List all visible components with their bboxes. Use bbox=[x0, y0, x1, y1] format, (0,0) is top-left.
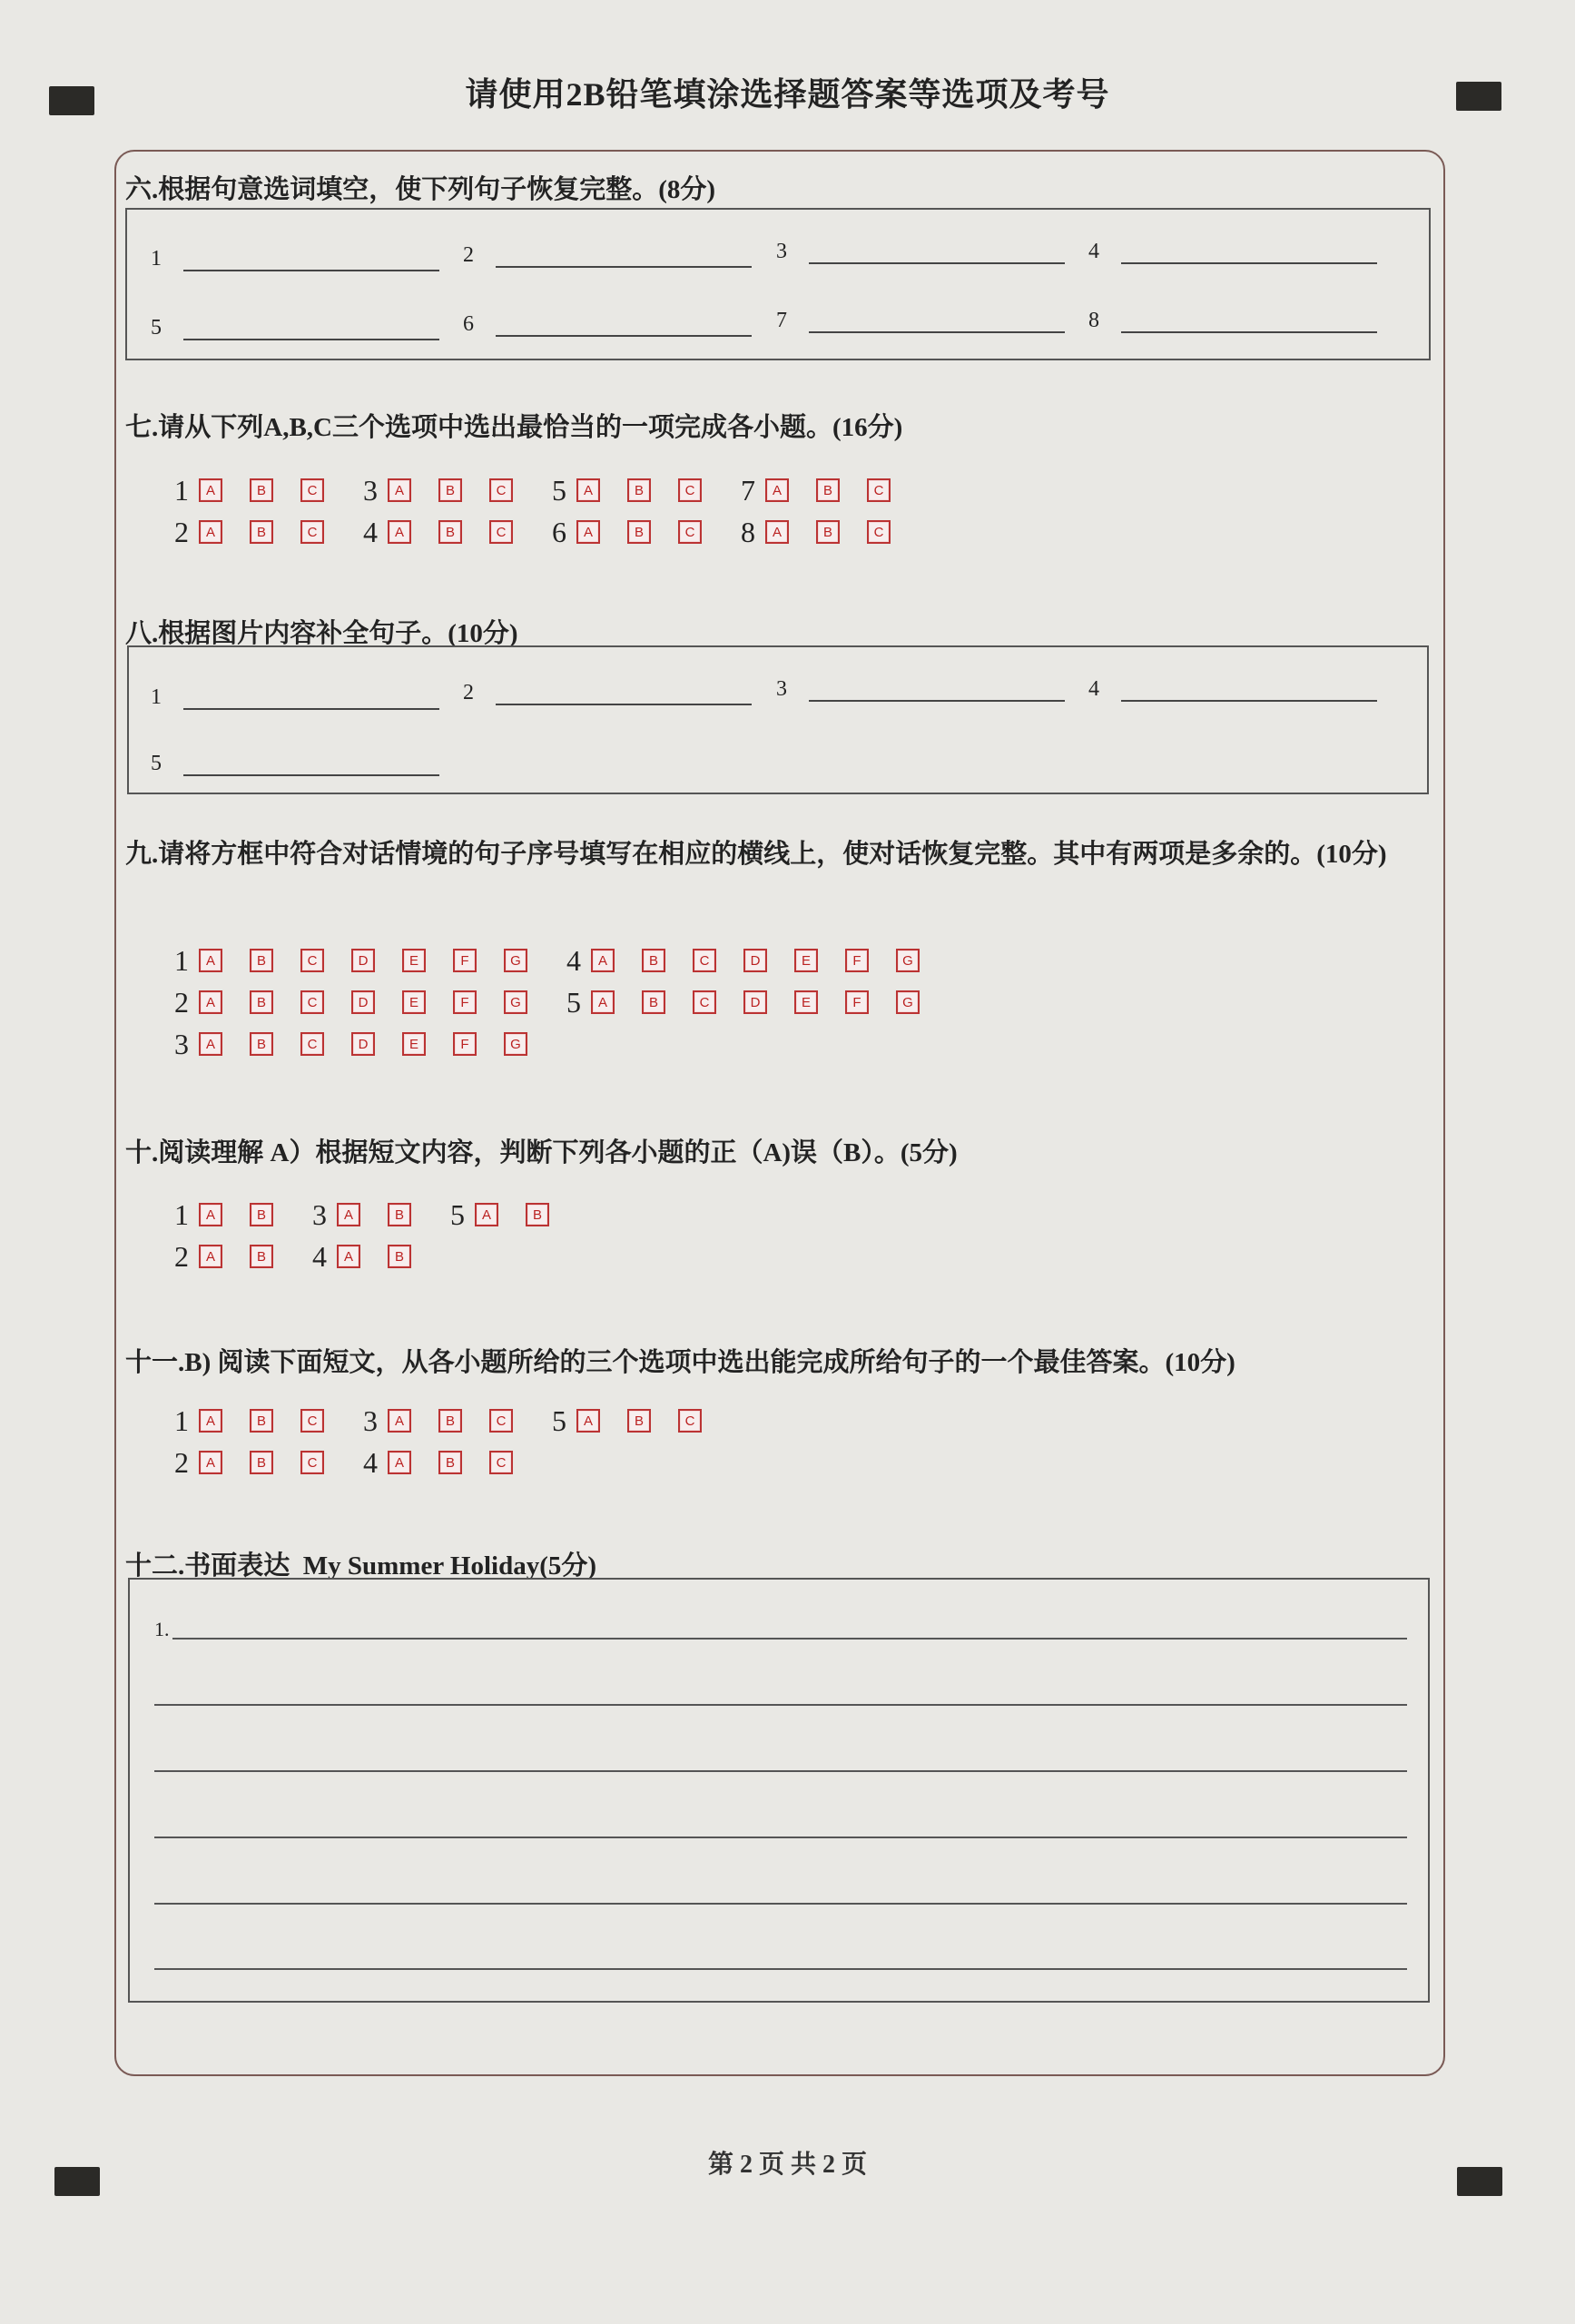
option-bubble-b[interactable]: B bbox=[250, 949, 273, 972]
option-bubble-a[interactable]: A bbox=[388, 1451, 411, 1474]
option-bubble-g[interactable]: G bbox=[896, 949, 920, 972]
answer-line[interactable] bbox=[183, 708, 439, 710]
item-number: 7 bbox=[776, 309, 787, 332]
option-bubble-d[interactable]: D bbox=[351, 990, 375, 1014]
option-bubble-a[interactable]: A bbox=[337, 1203, 360, 1226]
option-bubble-c[interactable]: C bbox=[489, 1409, 513, 1433]
item-number: 5 bbox=[151, 316, 162, 340]
item-number: 1 bbox=[151, 685, 162, 709]
section-12-heading-cn: 十二.书面表达 bbox=[125, 1551, 290, 1581]
answer-line[interactable] bbox=[1121, 262, 1377, 264]
answer-line[interactable] bbox=[496, 335, 752, 337]
section-9-question-3 bbox=[168, 1028, 527, 1061]
option-bubble-b[interactable]: B bbox=[438, 520, 462, 544]
option-bubble-c[interactable]: C bbox=[300, 1032, 324, 1056]
bubble-row bbox=[168, 1446, 734, 1479]
section-10-question-2 bbox=[168, 1240, 273, 1274]
writing-line-4[interactable] bbox=[154, 1837, 1407, 1838]
question-number: 2 bbox=[174, 985, 189, 1019]
option-bubble-c[interactable]: C bbox=[678, 520, 702, 544]
item-number: 4 bbox=[1088, 677, 1099, 701]
option-bubble-b[interactable]: B bbox=[526, 1203, 549, 1226]
answer-line[interactable] bbox=[1121, 700, 1377, 702]
option-bubble-b[interactable]: B bbox=[627, 520, 651, 544]
question-number: 4 bbox=[566, 943, 581, 977]
option-bubble-b[interactable]: B bbox=[250, 1032, 273, 1056]
bubble-row bbox=[168, 944, 952, 977]
section-9-question-1 bbox=[168, 944, 527, 978]
option-bubble-e[interactable]: E bbox=[794, 990, 818, 1014]
section-6-blank-7[interactable] bbox=[776, 309, 1065, 333]
item-number: 3 bbox=[776, 240, 787, 263]
option-bubble-a[interactable]: A bbox=[199, 1245, 222, 1268]
section-7-question-4 bbox=[357, 516, 513, 549]
option-bubble-c[interactable]: C bbox=[300, 1409, 324, 1433]
section-7-heading: 七.请从下列A,B,C三个选项中选出最恰当的一项完成各小题。(16分) bbox=[125, 413, 903, 442]
section-6-blank-1[interactable] bbox=[151, 247, 439, 271]
option-bubble-d[interactable]: D bbox=[351, 949, 375, 972]
section-7-question-1 bbox=[168, 474, 324, 507]
option-bubble-d[interactable]: D bbox=[743, 990, 767, 1014]
option-bubble-d[interactable]: D bbox=[743, 949, 767, 972]
question-number: 4 bbox=[363, 515, 378, 548]
section-12-heading bbox=[125, 1545, 596, 1582]
question-number: 3 bbox=[174, 1027, 189, 1060]
bubble-row bbox=[168, 516, 923, 548]
option-bubble-a[interactable]: A bbox=[591, 949, 615, 972]
option-bubble-a[interactable]: A bbox=[337, 1245, 360, 1268]
writing-line-3[interactable] bbox=[154, 1770, 1407, 1772]
item-number: 4 bbox=[1088, 240, 1099, 263]
section-10-question-5 bbox=[444, 1198, 549, 1232]
option-bubble-f[interactable]: F bbox=[453, 1032, 477, 1056]
option-bubble-b[interactable]: B bbox=[388, 1245, 411, 1268]
option-bubble-a[interactable]: A bbox=[199, 520, 222, 544]
question-number: 5 bbox=[552, 1403, 566, 1437]
section-11-question-3 bbox=[357, 1404, 513, 1438]
option-bubble-a[interactable]: A bbox=[199, 949, 222, 972]
answer-line[interactable] bbox=[183, 774, 439, 776]
section-10-question-3 bbox=[306, 1198, 411, 1232]
writing-line-5[interactable] bbox=[154, 1903, 1407, 1905]
section-11-question-2 bbox=[168, 1446, 324, 1480]
section-12-writing-box bbox=[128, 1578, 1430, 2003]
section-6-blank-4[interactable] bbox=[1088, 240, 1377, 264]
option-bubble-a[interactable]: A bbox=[576, 1409, 600, 1433]
writing-line-1[interactable] bbox=[172, 1638, 1407, 1640]
section-11-question-4 bbox=[357, 1446, 513, 1480]
question-number: 5 bbox=[566, 985, 581, 1019]
section-9-heading: 九.请将方框中符合对话情境的句子序号填写在相应的横线上，使对话恢复完整。其中有两项是多余的。(10分) bbox=[125, 840, 1387, 869]
section-11-bubbles bbox=[168, 1404, 734, 1479]
option-bubble-c[interactable]: C bbox=[489, 478, 513, 502]
section-9-question-2 bbox=[168, 986, 527, 1019]
section-11-heading: 十一.B) 阅读下面短文，从各小题所给的三个选项中选出能完成所给句子的一个最佳答案。(10分) bbox=[125, 1348, 1235, 1377]
option-bubble-b[interactable]: B bbox=[250, 990, 273, 1014]
question-number: 3 bbox=[363, 1403, 378, 1437]
question-number: 2 bbox=[174, 515, 189, 548]
question-number: 8 bbox=[741, 515, 755, 548]
option-bubble-a[interactable]: A bbox=[388, 1409, 411, 1433]
section-9-question-4 bbox=[560, 944, 920, 978]
option-bubble-a[interactable]: A bbox=[199, 1032, 222, 1056]
option-bubble-a[interactable]: A bbox=[765, 478, 789, 502]
option-bubble-a[interactable]: A bbox=[199, 990, 222, 1014]
section-7-question-3 bbox=[357, 474, 513, 507]
section-8-blank-4[interactable] bbox=[1088, 677, 1377, 702]
option-bubble-g[interactable]: G bbox=[504, 1032, 527, 1056]
option-bubble-a[interactable]: A bbox=[576, 478, 600, 502]
question-number: 5 bbox=[552, 473, 566, 507]
option-bubble-a[interactable]: A bbox=[591, 990, 615, 1014]
option-bubble-f[interactable]: F bbox=[453, 949, 477, 972]
option-bubble-a[interactable]: A bbox=[199, 1203, 222, 1226]
answer-line[interactable] bbox=[1121, 331, 1377, 333]
option-bubble-a[interactable]: A bbox=[199, 1451, 222, 1474]
option-bubble-b[interactable]: B bbox=[250, 1203, 273, 1226]
option-bubble-g[interactable]: G bbox=[504, 949, 527, 972]
question-number: 1 bbox=[174, 1197, 189, 1231]
option-bubble-f[interactable]: F bbox=[453, 990, 477, 1014]
bubble-row bbox=[168, 1404, 734, 1437]
question-number: 1 bbox=[174, 1403, 189, 1437]
page-title: 请使用2B铅笔填涂选择题答案等选项及考号 bbox=[465, 76, 1110, 113]
answer-line[interactable] bbox=[183, 270, 439, 271]
option-bubble-e[interactable]: E bbox=[402, 1032, 426, 1056]
section-9-bubbles bbox=[168, 944, 952, 1060]
option-bubble-e[interactable]: E bbox=[402, 990, 426, 1014]
option-bubble-b[interactable]: B bbox=[250, 478, 273, 502]
option-bubble-f[interactable]: F bbox=[845, 949, 869, 972]
answer-line[interactable] bbox=[809, 700, 1065, 702]
bubble-row bbox=[168, 474, 923, 507]
section-10-bubbles bbox=[168, 1198, 582, 1273]
section-10-heading: 十.阅读理解 A）根据短文内容，判断下列各小题的正（A)误（B）。(5分) bbox=[125, 1138, 958, 1167]
option-bubble-b[interactable]: B bbox=[388, 1203, 411, 1226]
bubble-row bbox=[168, 986, 952, 1019]
section-10-question-4 bbox=[306, 1240, 411, 1274]
answer-line[interactable] bbox=[183, 339, 439, 340]
option-bubble-c[interactable]: C bbox=[300, 990, 324, 1014]
question-number: 4 bbox=[363, 1445, 378, 1479]
option-bubble-f[interactable]: F bbox=[845, 990, 869, 1014]
section-8-heading: 八.根据图片内容补全句子。(10分) bbox=[125, 619, 518, 648]
option-bubble-c[interactable]: C bbox=[867, 478, 891, 502]
item-number: 3 bbox=[776, 677, 787, 701]
option-bubble-b[interactable]: B bbox=[642, 949, 665, 972]
section-10-question-1 bbox=[168, 1198, 273, 1232]
answer-line[interactable] bbox=[496, 266, 752, 268]
writing-line-label: 1. bbox=[154, 1618, 170, 1640]
option-bubble-a[interactable]: A bbox=[199, 1409, 222, 1433]
section-7-question-6 bbox=[546, 516, 702, 549]
section-11-question-1 bbox=[168, 1404, 324, 1438]
section-6-blank-2[interactable] bbox=[463, 243, 752, 268]
item-number: 6 bbox=[463, 312, 474, 336]
section-6-blank-6[interactable] bbox=[463, 312, 752, 337]
option-bubble-b[interactable]: B bbox=[438, 478, 462, 502]
option-bubble-a[interactable]: A bbox=[576, 520, 600, 544]
question-number: 5 bbox=[450, 1197, 465, 1231]
section-8-blank-3[interactable] bbox=[776, 677, 1065, 702]
option-bubble-g[interactable]: G bbox=[896, 990, 920, 1014]
section-12-heading-en: My Summer Holiday(5分) bbox=[302, 1551, 597, 1581]
item-number: 8 bbox=[1088, 309, 1099, 332]
item-number: 2 bbox=[463, 681, 474, 704]
option-bubble-c[interactable]: C bbox=[300, 949, 324, 972]
question-number: 4 bbox=[312, 1239, 327, 1273]
option-bubble-a[interactable]: A bbox=[765, 520, 789, 544]
option-bubble-b[interactable]: B bbox=[816, 478, 840, 502]
option-bubble-a[interactable]: A bbox=[199, 478, 222, 502]
question-number: 1 bbox=[174, 943, 189, 977]
section-11-question-5 bbox=[546, 1404, 702, 1438]
option-bubble-c[interactable]: C bbox=[678, 478, 702, 502]
option-bubble-c[interactable]: C bbox=[693, 990, 716, 1014]
option-bubble-b[interactable]: B bbox=[438, 1451, 462, 1474]
option-bubble-d[interactable]: D bbox=[351, 1032, 375, 1056]
option-bubble-b[interactable]: B bbox=[250, 1409, 273, 1433]
section-7-question-2 bbox=[168, 516, 324, 549]
bubble-row bbox=[168, 1240, 582, 1273]
option-bubble-c[interactable]: C bbox=[693, 949, 716, 972]
option-bubble-c[interactable]: C bbox=[300, 520, 324, 544]
option-bubble-b[interactable]: B bbox=[250, 1451, 273, 1474]
option-bubble-b[interactable]: B bbox=[438, 1409, 462, 1433]
answer-line[interactable] bbox=[809, 331, 1065, 333]
page-number: 第 2 页 共 2 页 bbox=[707, 2151, 867, 2179]
option-bubble-c[interactable]: C bbox=[867, 520, 891, 544]
option-bubble-b[interactable]: B bbox=[250, 1245, 273, 1268]
question-number: 1 bbox=[174, 473, 189, 507]
option-bubble-c[interactable]: C bbox=[489, 1451, 513, 1474]
option-bubble-c[interactable]: C bbox=[300, 478, 324, 502]
option-bubble-c[interactable]: C bbox=[489, 520, 513, 544]
option-bubble-a[interactable]: A bbox=[475, 1203, 498, 1226]
section-8-blank-5[interactable] bbox=[151, 752, 439, 776]
option-bubble-c[interactable]: C bbox=[300, 1451, 324, 1474]
question-number: 3 bbox=[363, 473, 378, 507]
option-bubble-b[interactable]: B bbox=[627, 1409, 651, 1433]
writing-line-6[interactable] bbox=[154, 1968, 1407, 1970]
item-number: 1 bbox=[151, 247, 162, 271]
section-7-bubbles bbox=[168, 474, 923, 548]
option-bubble-b[interactable]: B bbox=[816, 520, 840, 544]
question-number: 3 bbox=[312, 1197, 327, 1231]
option-bubble-e[interactable]: E bbox=[794, 949, 818, 972]
option-bubble-c[interactable]: C bbox=[678, 1409, 702, 1433]
section-7-question-8 bbox=[734, 516, 891, 549]
section-9-question-5 bbox=[560, 986, 920, 1019]
option-bubble-g[interactable]: G bbox=[504, 990, 527, 1014]
section-6-blank-8[interactable] bbox=[1088, 309, 1377, 333]
section-6-blank-5[interactable] bbox=[151, 316, 439, 340]
answer-line[interactable] bbox=[496, 704, 752, 705]
section-6-heading: 六.根据句意选词填空，使下列句子恢复完整。(8分) bbox=[125, 175, 716, 204]
question-number: 2 bbox=[174, 1239, 189, 1273]
section-7-question-5 bbox=[546, 474, 702, 507]
section-6-blank-3[interactable] bbox=[776, 240, 1065, 264]
answer-line[interactable] bbox=[809, 262, 1065, 264]
option-bubble-e[interactable]: E bbox=[402, 949, 426, 972]
writing-line-2[interactable] bbox=[154, 1704, 1407, 1706]
question-number: 6 bbox=[552, 515, 566, 548]
option-bubble-b[interactable]: B bbox=[642, 990, 665, 1014]
question-number: 2 bbox=[174, 1445, 189, 1479]
question-number: 7 bbox=[741, 473, 755, 507]
item-number: 5 bbox=[151, 752, 162, 775]
option-bubble-b[interactable]: B bbox=[627, 478, 651, 502]
bubble-row bbox=[168, 1028, 952, 1060]
section-8-blank-1[interactable] bbox=[151, 685, 439, 710]
option-bubble-a[interactable]: A bbox=[388, 478, 411, 502]
section-8-blank-2[interactable] bbox=[463, 681, 752, 705]
section-7-question-7 bbox=[734, 474, 891, 507]
option-bubble-a[interactable]: A bbox=[388, 520, 411, 544]
option-bubble-b[interactable]: B bbox=[250, 520, 273, 544]
bubble-row bbox=[168, 1198, 582, 1231]
item-number: 2 bbox=[463, 243, 474, 267]
